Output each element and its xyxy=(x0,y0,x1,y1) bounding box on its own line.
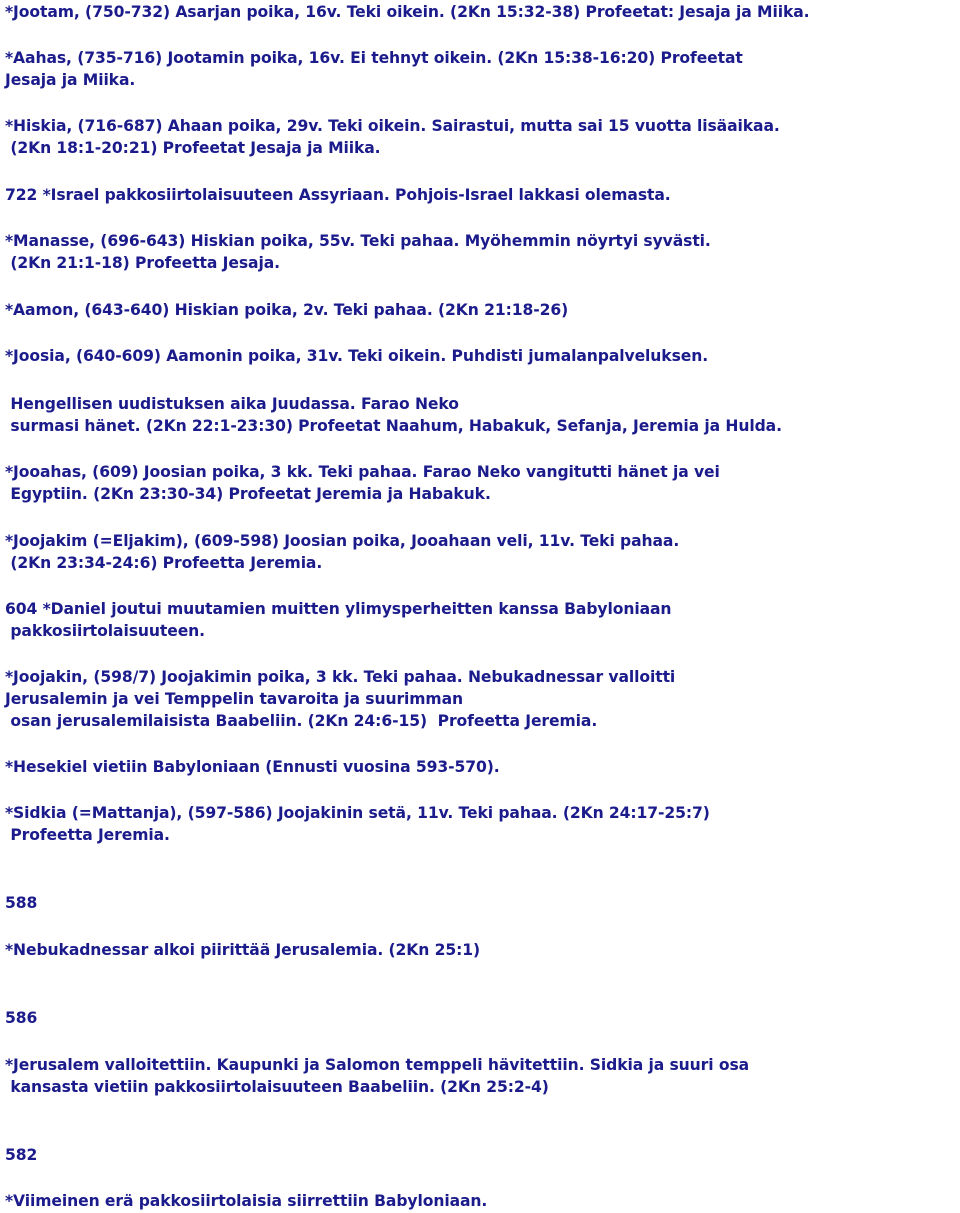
text-line: 604 *Daniel joutui muutamien muitten ylimysperheitten kanssa Babyloniaan xyxy=(5,600,672,618)
paragraph xyxy=(5,939,480,961)
text-line: *Joojakim (=Eljakim), (609-598) Joosian poika, Jooahaan veli, 11v. Teki pahaa. xyxy=(5,532,680,550)
paragraph xyxy=(5,756,500,778)
paragraph xyxy=(5,1,809,23)
text-line: *Manasse, (696-643) Hiskian poika, 55v. Teki pahaa. Myöhemmin nöyrtyi syvästi. xyxy=(5,232,711,250)
paragraph xyxy=(5,299,568,321)
text-line: *Aahas, (735-716) Jootamin poika, 16v. Ei tehnyt oikein. (2Kn 15:38-16:20) Profeetat xyxy=(5,49,743,67)
paragraph xyxy=(5,230,711,274)
paragraph xyxy=(5,598,671,642)
text-line: *Aamon, (643-640) Hiskian poika, 2v. Teki pahaa. (2Kn 21:18-26) xyxy=(5,301,569,319)
paragraph xyxy=(5,892,37,914)
paragraph xyxy=(5,1144,37,1166)
text-line: (2Kn 21:1-18) Profeetta Jesaja. xyxy=(5,254,280,272)
text-line: pakkosiirtolaisuuteen. xyxy=(5,622,206,640)
paragraph xyxy=(5,47,743,91)
paragraph xyxy=(5,1190,487,1212)
text-line: surmasi hänet. (2Kn 22:1-23:30) Profeetat Naahum, Habakuk, Sefanja, Jeremia ja Hulda. xyxy=(5,417,782,435)
text-line: Jerusalemin ja vei Temppelin tavaroita ja suurimman xyxy=(5,690,463,708)
text-line: *Joojakin, (598/7) Joojakimin poika, 3 kk. Teki pahaa. Nebukadnessar valloitti xyxy=(5,668,676,686)
text-line: 588 xyxy=(5,894,38,912)
text-line: *Hesekiel vietiin Babyloniaan (Ennusti vuosina 593-570). xyxy=(5,758,500,776)
text-line: Jesaja ja Miika. xyxy=(5,71,136,89)
paragraph xyxy=(5,666,675,732)
paragraph xyxy=(5,802,710,846)
paragraph xyxy=(5,530,679,574)
paragraph xyxy=(5,393,782,437)
text-line: *Viimeinen erä pakkosiirtolaisia siirrettiin Babyloniaan. xyxy=(5,1192,488,1210)
text-line: *Sidkia (=Mattanja), (597-586) Joojakinin setä, 11v. Teki pahaa. (2Kn 24:17-25:7) xyxy=(5,804,710,822)
text-line: 586 xyxy=(5,1009,38,1027)
paragraph xyxy=(5,184,671,206)
text-line: *Jerusalem valloitettiin. Kaupunki ja Salomon temppeli hävitettiin. Sidkia ja suuri osa xyxy=(5,1056,750,1074)
text-line: 582 xyxy=(5,1146,38,1164)
text-line: *Joosia, (640-609) Aamonin poika, 31v. Teki oikein. Puhdisti jumalanpalveluksen. xyxy=(5,347,709,365)
text-line: kansasta vietiin pakkosiirtolaisuuteen Baabeliin. (2Kn 25:2-4) xyxy=(5,1078,549,1096)
text-line: Profeetta Jeremia. xyxy=(5,826,170,844)
text-line: (2Kn 23:34-24:6) Profeetta Jeremia. xyxy=(5,554,323,572)
paragraph xyxy=(5,1054,749,1098)
text-line: *Jooahas, (609) Joosian poika, 3 kk. Teki pahaa. Farao Neko vangitutti hänet ja vei xyxy=(5,463,720,481)
text-line: *Jootam, (750-732) Asarjan poika, 16v. Teki oikein. (2Kn 15:32-38) Profeetat: Jesaja ja Miika. xyxy=(5,3,810,21)
paragraph xyxy=(5,345,708,367)
paragraph xyxy=(5,1007,37,1029)
text-line: Egyptiin. (2Kn 23:30-34) Profeetat Jeremia ja Habakuk. xyxy=(5,485,491,503)
text-line: Hengellisen uudistuksen aika Juudassa. Farao Neko xyxy=(5,395,459,413)
paragraph xyxy=(5,461,720,505)
text-line: osan jerusalemilaisista Baabeliin. (2Kn 24:6-15) Profeetta Jeremia. xyxy=(5,712,598,730)
text-line: *Hiskia, (716-687) Ahaan poika, 29v. Teki oikein. Sairastui, mutta sai 15 vuotta lisäaikaa. xyxy=(5,117,780,135)
text-line: (2Kn 18:1-20:21) Profeetat Jesaja ja Miika. xyxy=(5,139,381,157)
paragraph xyxy=(5,115,780,159)
text-line: *Nebukadnessar alkoi piirittää Jerusalemia. (2Kn 25:1) xyxy=(5,941,481,959)
text-line: 722 *Israel pakkosiirtolaisuuteen Assyriaan. Pohjois-Israel lakkasi olemasta. xyxy=(5,186,671,204)
